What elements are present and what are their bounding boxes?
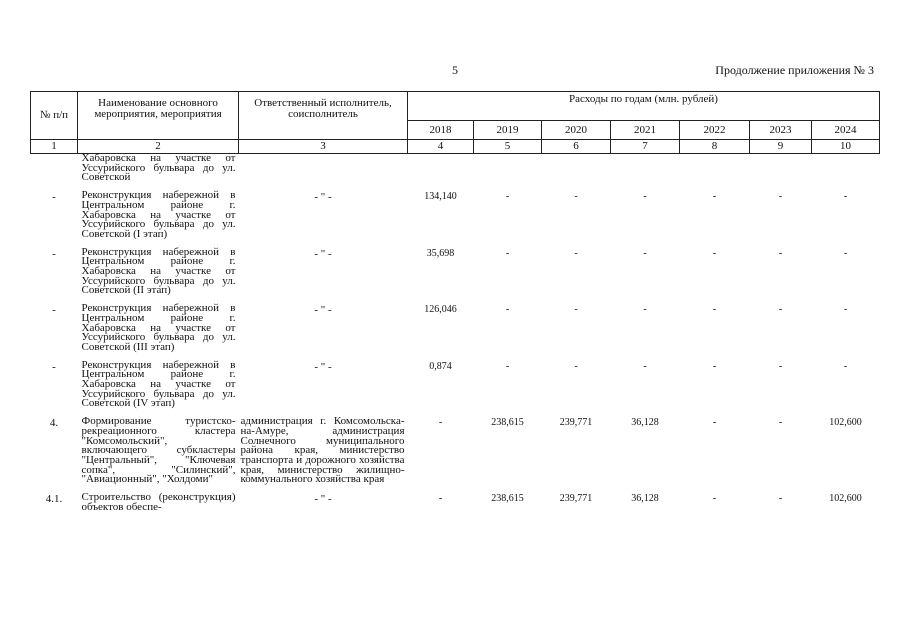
row-executor: - " - — [314, 304, 332, 317]
column-number: 4 — [408, 140, 474, 154]
row-number: - — [52, 247, 56, 260]
column-number: 9 — [750, 140, 812, 154]
row-executor: администрация г. Комсомольска-на-Амуре, администрация Солнечного муниципального района края, министерство транспорта и дорожного хозяйства края, министерство жилищно-коммунального хозяйства края — [240, 415, 405, 486]
table-row — [31, 154, 880, 184]
row-value: - — [778, 417, 783, 429]
row-value: - — [643, 360, 647, 372]
row-value: - — [778, 304, 783, 316]
row-name: Формирование туристско-рекреационного кластера "Комсомольский", включающего субкластеры "Центральный", "Ключевая сопка", "Силинский", "Авиационный", "Холдоми" — [81, 415, 236, 486]
row-name: Реконструкция набережной в Центральном районе г. Хабаровска на участке от Уссурийского бульвара до ул. Советской (IV этап) — [81, 358, 236, 410]
row-executor: - " - — [314, 191, 332, 204]
year-header: 2024 — [812, 121, 880, 140]
header-name: Наименование основного мероприятия, мероприятия — [78, 92, 239, 140]
table-row — [31, 493, 880, 512]
year-header: 2019 — [474, 121, 542, 140]
column-number: 7 — [611, 140, 680, 154]
row-executor: - " - — [314, 247, 332, 260]
column-number: 5 — [474, 140, 542, 154]
row-value: - — [712, 247, 717, 259]
table-row — [31, 417, 880, 485]
row-value: - — [505, 360, 510, 372]
column-number: 8 — [680, 140, 750, 154]
row-value — [611, 154, 680, 184]
row-value — [408, 154, 474, 184]
row-value — [680, 154, 750, 184]
row-value: 35,698 — [426, 247, 455, 259]
row-number: - — [52, 360, 56, 373]
row-value: - — [643, 191, 647, 203]
row-value: 126,046 — [424, 304, 457, 316]
year-header: 2020 — [542, 121, 611, 140]
row-value: - — [778, 191, 783, 203]
row-value: - — [438, 493, 443, 505]
row-name: Реконструкция набережной в Центральном районе г. Хабаровска на участке от Уссурийского бульвара до ул. Советской (III этап) — [81, 302, 236, 353]
table-row — [31, 191, 880, 240]
row-value: - — [505, 304, 510, 316]
row-value: - — [643, 247, 647, 259]
row-value: 239,771 — [559, 493, 593, 505]
row-value: - — [574, 247, 578, 259]
row-value: - — [843, 191, 848, 203]
row-value: - — [574, 304, 578, 316]
table-row — [31, 304, 880, 353]
row-value: - — [843, 360, 848, 372]
row-number: - — [52, 191, 56, 204]
row-value: - — [778, 493, 783, 505]
column-number: 1 — [31, 140, 78, 154]
table-row — [31, 361, 880, 410]
column-number: 3 — [239, 140, 408, 154]
header-expenses: Расходы по годам (млн. рублей) — [408, 92, 880, 121]
continuation-note: Продолжение приложения № 3 — [715, 63, 874, 77]
row-value: 238,615 — [491, 493, 524, 505]
column-number: 2 — [78, 140, 239, 154]
row-number — [31, 154, 78, 184]
row-executor — [239, 154, 408, 184]
row-value: - — [505, 191, 510, 203]
page-number: 5 — [452, 63, 458, 77]
row-value — [474, 154, 542, 184]
row-number: 4. — [49, 417, 59, 430]
row-value: - — [712, 360, 717, 372]
row-value: - — [843, 304, 848, 316]
row-value: 134,140 — [424, 191, 457, 203]
year-header: 2018 — [408, 121, 474, 140]
row-value: 239,771 — [559, 417, 593, 429]
row-number: 4.1. — [45, 493, 63, 506]
row-value: - — [574, 360, 578, 372]
column-number: 10 — [812, 140, 880, 154]
header-no: № п/п — [31, 92, 78, 140]
row-name: Хабаровска на участке от Уссурийского бульвара до ул. Советской — [81, 152, 236, 184]
year-header: 2022 — [680, 121, 750, 140]
row-value: - — [778, 247, 783, 259]
row-value: - — [712, 304, 717, 316]
row-name: Реконструкция набережной в Центральном районе г. Хабаровска на участке от Уссурийского бульвара до ул. Советской (II этап) — [81, 245, 236, 297]
row-value: 102,600 — [829, 493, 862, 505]
year-header: 2023 — [750, 121, 812, 140]
row-name: Реконструкция набережной в Центральном районе г. Хабаровска на участке от Уссурийского бульвара до ул. Советской (I этап) — [81, 189, 236, 240]
row-value — [750, 154, 812, 184]
row-value: - — [574, 191, 578, 203]
table-row — [31, 248, 880, 297]
expenses-table — [30, 91, 880, 513]
column-number: 6 — [542, 140, 611, 154]
row-value: - — [438, 417, 443, 429]
row-value: - — [778, 360, 783, 372]
row-value — [812, 154, 880, 184]
row-value: - — [712, 417, 717, 429]
row-value: - — [712, 493, 717, 505]
row-value: - — [643, 304, 647, 316]
year-header: 2021 — [611, 121, 680, 140]
row-number: - — [52, 304, 56, 317]
row-value: 36,128 — [631, 493, 659, 505]
row-value: - — [843, 247, 848, 259]
row-value: 36,128 — [631, 417, 659, 429]
header-executor: Ответственный исполнитель, соисполнитель — [239, 92, 408, 140]
row-value: - — [712, 191, 717, 203]
row-value — [542, 154, 611, 184]
row-value: 0,874 — [429, 360, 452, 372]
row-name: Строительство (реконструкция) объектов обеспе- — [81, 491, 236, 513]
row-value: 238,615 — [491, 417, 524, 429]
row-executor: - " - — [314, 493, 332, 506]
row-value: - — [505, 247, 510, 259]
row-value: 102,600 — [829, 417, 862, 429]
row-executor: - " - — [314, 360, 332, 373]
